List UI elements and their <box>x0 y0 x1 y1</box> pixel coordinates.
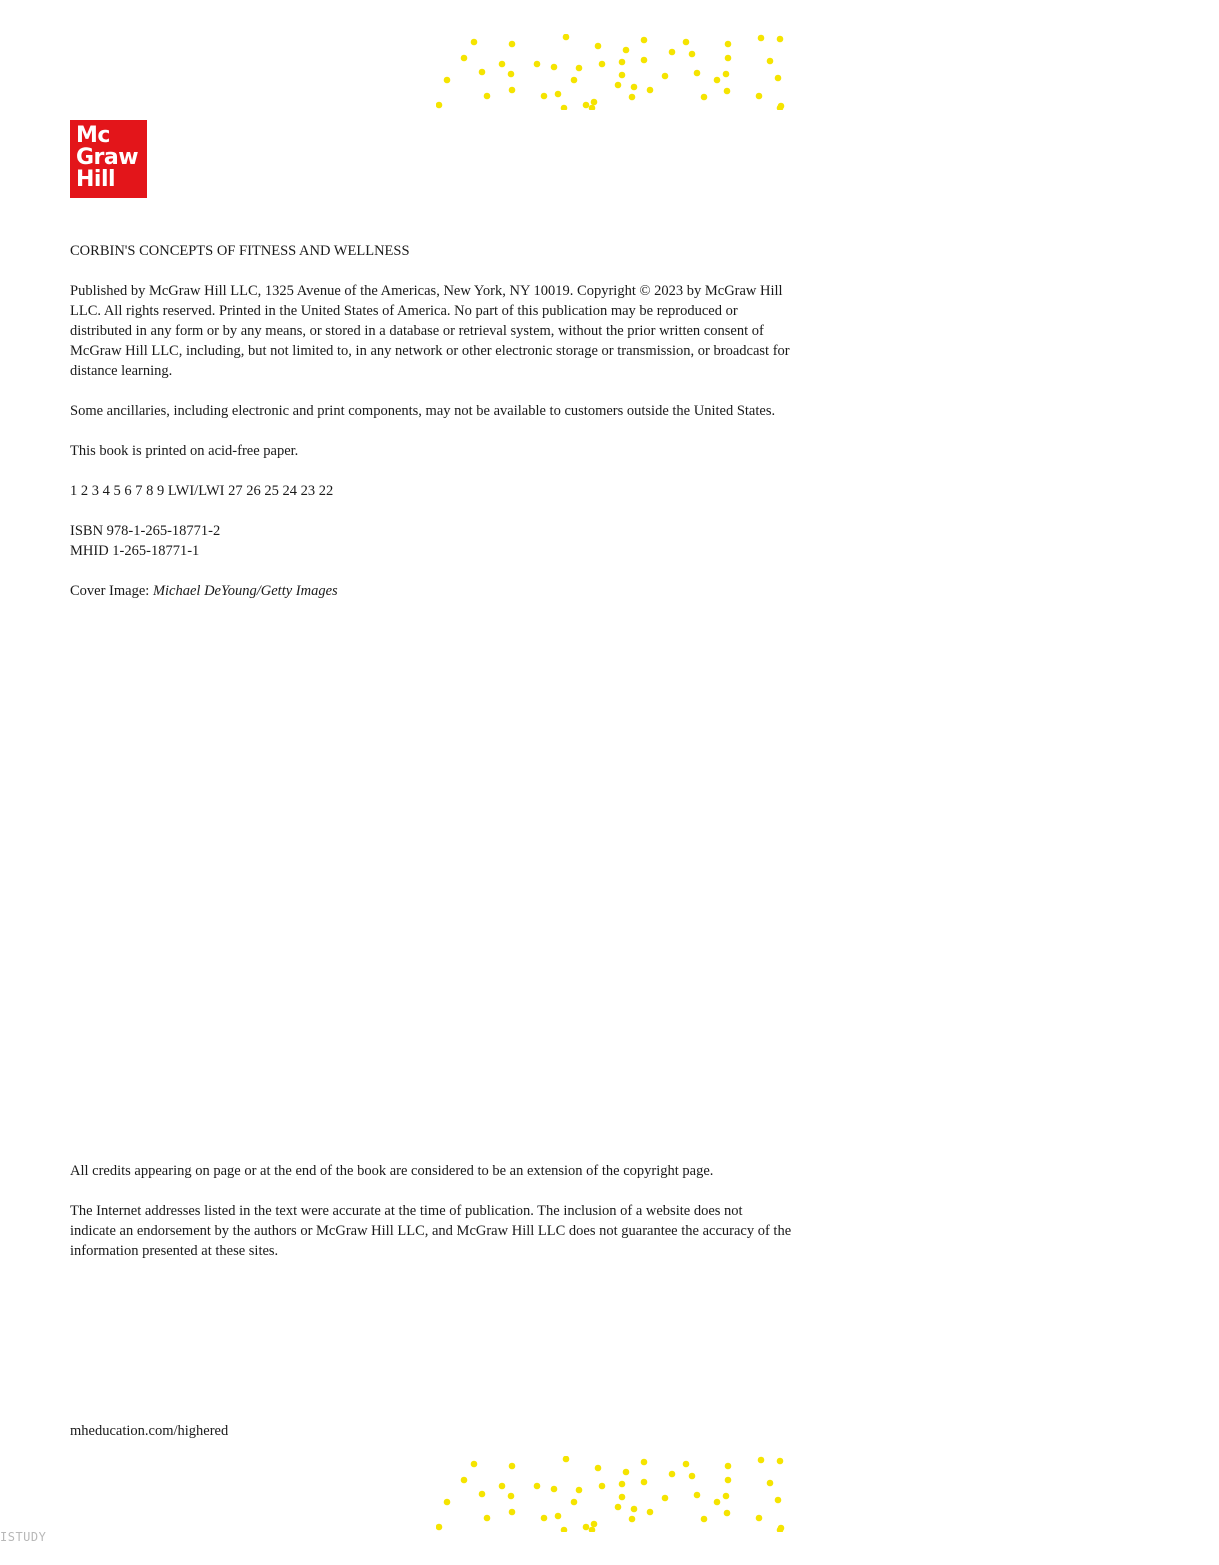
credits-section <box>70 1161 792 1281</box>
decorative-dot <box>615 82 622 89</box>
decorative-dot <box>555 91 562 98</box>
decorative-dot <box>484 93 491 100</box>
decorative-dot <box>551 1486 558 1493</box>
decorative-dot <box>629 1516 636 1523</box>
decorative-dot <box>723 1493 730 1500</box>
decorative-dot <box>641 1479 648 1486</box>
decorative-dot <box>725 1463 732 1470</box>
logo-line-3: Hill <box>76 167 116 192</box>
decorative-dots-bottom <box>436 1456 786 1532</box>
decorative-dot <box>509 1509 516 1516</box>
isbn: ISBN 978-1-265-18771-2 <box>70 523 221 539</box>
decorative-dot <box>444 1499 451 1506</box>
decorative-dot <box>576 65 583 72</box>
decorative-dot <box>508 1493 515 1500</box>
decorative-dot <box>683 1461 690 1468</box>
decorative-dot <box>694 70 701 77</box>
decorative-dot <box>583 102 590 109</box>
decorative-dot <box>461 1477 468 1484</box>
print-line: 1 2 3 4 5 6 7 8 9 LWI/LWI 27 26 25 24 23 22 <box>70 483 334 499</box>
decorative-dot <box>571 77 578 84</box>
copyright-paragraph: Published by McGraw Hill LLC, 1325 Avenue of the Americas, New York, NY 10019. Copyright © 2023 by McGraw Hill LLC. All rights reserved. Printed in the United States of America. No part of this publication may be reproduced or distributed in any form or by any means, or stored in a database or retrieval system, without the prior written consent of McGraw Hill LLC, including, but not limited to, in any network or other electronic storage or transmission, or broadcast for distance learning. <box>70 283 790 379</box>
decorative-dot <box>689 51 696 58</box>
decorative-dot <box>689 1473 696 1480</box>
decorative-dot <box>561 105 568 110</box>
decorative-dot <box>583 1524 590 1531</box>
decorative-dot <box>725 55 732 62</box>
decorative-dot <box>777 36 784 43</box>
decorative-dot <box>576 1487 583 1494</box>
decorative-dot <box>683 39 690 46</box>
decorative-dot <box>724 1510 731 1517</box>
ancillaries-note: Some ancillaries, including electronic and print components, may not be available to customers outside the United States. <box>70 403 776 419</box>
decorative-dot <box>595 43 602 50</box>
decorative-dot <box>461 55 468 62</box>
decorative-dot <box>669 49 676 56</box>
decorative-dot <box>631 1506 638 1513</box>
decorative-dot <box>599 61 606 68</box>
copyright-body <box>70 281 792 621</box>
decorative-dot <box>589 1527 596 1532</box>
istudy-watermark: ISTUDY <box>0 1530 47 1544</box>
decorative-dot <box>777 1458 784 1465</box>
decorative-dot <box>775 75 782 82</box>
decorative-dot <box>541 93 548 100</box>
decorative-dot <box>725 41 732 48</box>
decorative-dot <box>647 1509 654 1516</box>
decorative-dot <box>669 1471 676 1478</box>
logo-line-1: Mc <box>76 123 110 148</box>
decorative-dot <box>509 1463 516 1470</box>
decorative-dot <box>436 102 442 109</box>
decorative-dot <box>662 1495 669 1502</box>
internet-note: The Internet addresses listed in the text were accurate at the time of publication. The inclusion of a website does not indicate an endorsement by the authors or McGraw Hill LLC, and McGraw Hill LLC does not guarantee the accuracy of the information presented at these sites. <box>70 1203 792 1259</box>
decorative-dot <box>724 88 731 95</box>
decorative-dot <box>591 99 598 106</box>
decorative-dot <box>647 87 654 94</box>
decorative-dot <box>629 94 636 101</box>
decorative-dot <box>619 1481 626 1488</box>
book-title: CORBIN'S CONCEPTS OF FITNESS AND WELLNESS <box>70 243 410 259</box>
decorative-dot <box>563 1456 570 1462</box>
decorative-dot <box>479 69 486 76</box>
decorative-dot <box>623 47 630 54</box>
decorative-dot <box>555 1513 562 1520</box>
decorative-dot <box>471 39 478 46</box>
cover-image-source: Michael DeYoung/Getty Images <box>152 583 338 599</box>
decorative-dot <box>641 57 648 64</box>
decorative-dot <box>641 1459 648 1466</box>
decorative-dot <box>714 77 721 84</box>
decorative-dot <box>714 1499 721 1506</box>
mcgraw-hill-logo <box>70 120 147 198</box>
decorative-dot <box>534 61 541 68</box>
decorative-dot <box>599 1483 606 1490</box>
credits-note: All credits appearing on page or at the end of the book are considered to be an extension of the copyright page. <box>70 1163 714 1179</box>
decorative-dot <box>563 34 570 40</box>
decorative-dot <box>509 87 516 94</box>
decorative-dot <box>595 1465 602 1472</box>
decorative-dot <box>756 93 763 100</box>
decorative-dot <box>631 84 638 91</box>
decorative-dot <box>615 1504 622 1511</box>
decorative-dot <box>767 58 774 65</box>
decorative-dot <box>619 1494 626 1501</box>
decorative-dot <box>509 41 516 48</box>
decorative-dot <box>591 1521 598 1528</box>
decorative-dot <box>758 1457 765 1464</box>
mhid: MHID 1-265-18771-1 <box>70 543 200 559</box>
decorative-dot <box>758 35 765 42</box>
decorative-dot <box>589 105 596 110</box>
decorative-dot <box>508 71 515 78</box>
decorative-dot <box>767 1480 774 1487</box>
decorative-dot <box>479 1491 486 1498</box>
decorative-dots-top <box>436 34 786 110</box>
decorative-dot <box>561 1527 568 1532</box>
cover-image-label: Cover Image: <box>70 583 150 599</box>
decorative-dot <box>444 77 451 84</box>
decorative-dot <box>641 37 648 44</box>
decorative-dot <box>723 71 730 78</box>
decorative-dot <box>499 61 506 68</box>
decorative-dot <box>701 1516 708 1523</box>
decorative-dot <box>551 64 558 71</box>
decorative-dot <box>725 1477 732 1484</box>
decorative-dot <box>534 1483 541 1490</box>
decorative-dot <box>436 1524 442 1531</box>
website-link[interactable]: mheducation.com/highered <box>70 1423 229 1439</box>
decorative-dot <box>623 1469 630 1476</box>
decorative-dot <box>619 59 626 66</box>
decorative-dot <box>471 1461 478 1468</box>
decorative-dot <box>571 1499 578 1506</box>
decorative-dot <box>701 94 708 101</box>
decorative-dot <box>619 72 626 79</box>
isbn-block <box>70 521 792 561</box>
decorative-dot <box>662 73 669 80</box>
decorative-dot <box>694 1492 701 1499</box>
cover-image-credit <box>70 581 792 601</box>
logo-line-2: Graw <box>76 145 139 170</box>
decorative-dot <box>541 1515 548 1522</box>
paper-note: This book is printed on acid-free paper. <box>70 443 299 459</box>
decorative-dot <box>756 1515 763 1522</box>
decorative-dot <box>499 1483 506 1490</box>
decorative-dot <box>775 1497 782 1504</box>
decorative-dot <box>484 1515 491 1522</box>
